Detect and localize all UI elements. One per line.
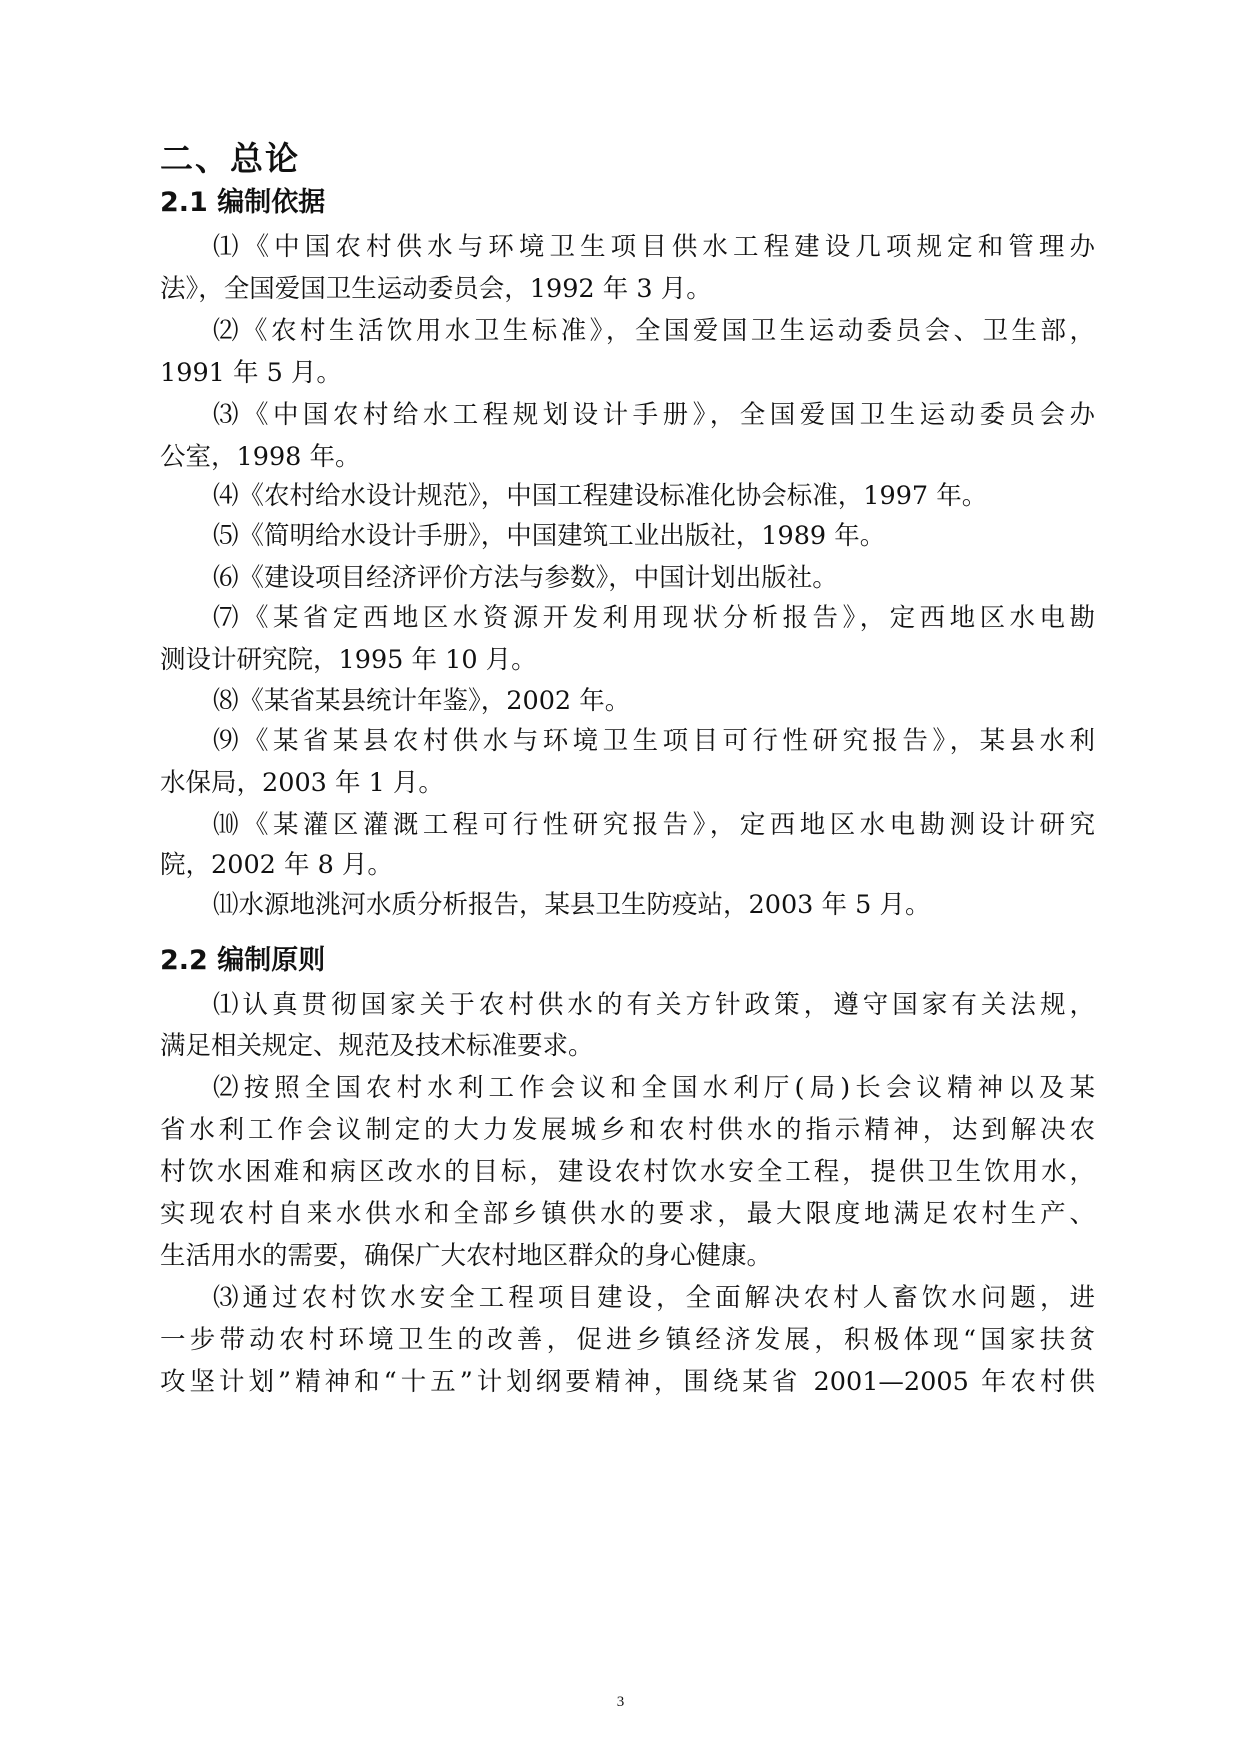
paragraph-line: ⑺《某省定西地区水资源开发利用现状分析报告》，定西地区水电勘 [213,603,1095,633]
paragraph-line: ⑶《中国农村给水工程规划设计手册》，全国爱国卫生运动委员会办 [213,400,1095,430]
paragraph-line: 测设计研究院，1995 年 10 月。 [160,645,537,675]
paragraph-line: 省水利工作会议制定的大力发展城乡和农村供水的指示精神，达到解决农 [160,1115,1095,1145]
page-number: 3 [616,1694,625,1710]
paragraph-line: ⑽《某灌区灌溉工程可行性研究报告》，定西地区水电勘测设计研究 [213,810,1095,840]
paragraph-line: 村饮水困难和病区改水的目标，建设农村饮水安全工程，提供卫生饮用水， [160,1157,1095,1187]
paragraph-line: ⑷《农村给水设计规范》，中国工程建设标准化协会标准，1997 年。 [213,481,988,511]
paragraph-line: 实现农村自来水供水和全部乡镇供水的要求，最大限度地满足农村生产、 [160,1199,1095,1229]
paragraph-line: ⑴认真贯彻国家关于农村供水的有关方针政策，遵守国家有关法规， [213,990,1095,1020]
paragraph-line: 院，2002 年 8 月。 [160,850,393,880]
paragraph-line: ⑵《农村生活饮用水卫生标准》，全国爱国卫生运动委员会、卫生部， [213,316,1095,346]
paragraph-line: ⑻《某省某县统计年鉴》，2002 年。 [213,686,631,716]
paragraph-line: ⑼《某省某县农村供水与环境卫生项目可行性研究报告》，某县水利 [213,726,1095,756]
chapter-heading: 二、总论 [160,139,300,178]
paragraph-line: ⑸《简明给水设计手册》，中国建筑工业出版社，1989 年。 [213,521,886,551]
paragraph-line: ⑶通过农村饮水安全工程项目建设，全面解决农村人畜饮水问题，进 [213,1283,1095,1313]
paragraph-line: 攻坚计划”精神和“十五”计划纲要精神，围绕某省 2001—2005 年农村供 [160,1367,1095,1397]
paragraph-line: ⑹《建设项目经济评价方法与参数》，中国计划出版社。 [213,563,838,593]
paragraph-line: 公室，1998 年。 [160,442,361,472]
paragraph-line: 1991 年 5 月。 [160,358,342,388]
paragraph-line: ⑵按照全国农村水利工作会议和全国水利厅(局)长会议精神以及某 [213,1073,1095,1103]
paragraph-line: 法》，全国爱国卫生运动委员会，1992 年 3 月。 [160,274,712,304]
paragraph-line: 一步带动农村环境卫生的改善，促进乡镇经济发展，积极体现“国家扶贫 [160,1325,1095,1355]
paragraph-line: 生活用水的需要，确保广大农村地区群众的身心健康。 [160,1241,773,1271]
paragraph-line: ⑾水源地洮河水质分析报告，某县卫生防疫站，2003 年 5 月。 [213,890,931,920]
paragraph-line: 水保局，2003 年 1 月。 [160,768,444,798]
paragraph-line: ⑴《中国农村供水与环境卫生项目供水工程建设几项规定和管理办 [213,232,1095,262]
section-heading-2-1: 2.1 编制依据 [160,187,326,218]
section-heading-2-2: 2.2 编制原则 [160,945,326,976]
paragraph-line: 满足相关规定、规范及技术标准要求。 [160,1031,594,1061]
